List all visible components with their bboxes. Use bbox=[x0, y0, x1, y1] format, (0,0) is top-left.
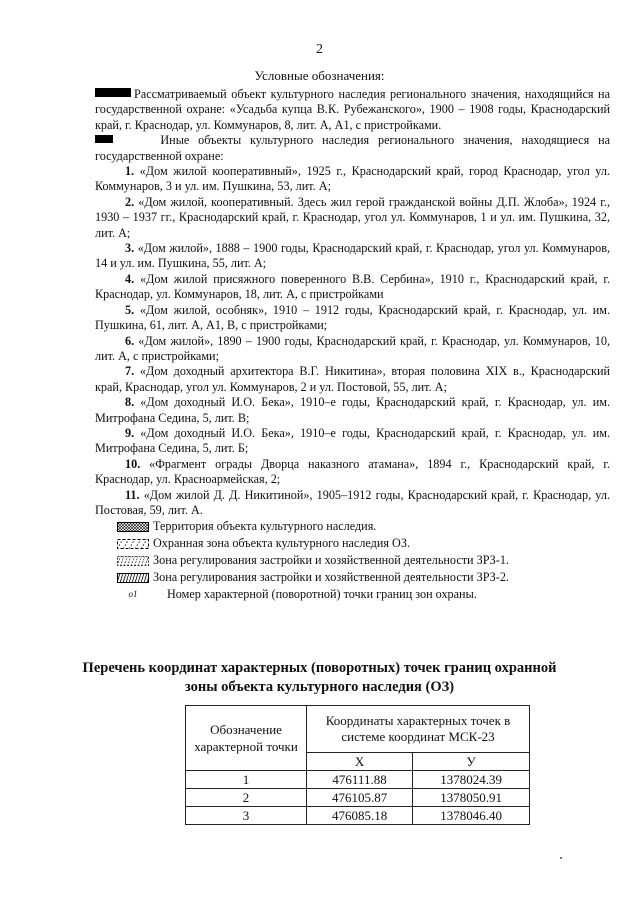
symbol-zrz2-label: Зона регулирования застройки и хозяйственной деятельности ЗРЗ-2. bbox=[153, 570, 509, 585]
legend-title: Условные обозначения: bbox=[254, 68, 385, 83]
point-cell: 2 bbox=[186, 789, 307, 807]
main-object-entry bbox=[95, 87, 610, 133]
legend-body bbox=[95, 87, 610, 603]
symbol-zrz1 bbox=[95, 552, 610, 569]
y-cell: 1378024.39 bbox=[413, 771, 530, 789]
col-point-header: Обозначение характерной точки bbox=[186, 706, 307, 771]
object-item: 7. «Дом доходный архитектора В.Г. Никитина», вторая половина XIX в., Краснодарский край, Краснодар, угол ул. Коммунаров, 2 и ул. Постовой, 55, лит. А; bbox=[95, 364, 610, 394]
main-object-swatch bbox=[95, 88, 131, 97]
symbol-oz bbox=[95, 535, 610, 552]
other-objects-swatch bbox=[95, 135, 113, 143]
dense-hatch-swatch-icon bbox=[117, 556, 149, 566]
object-item: 1. «Дом жилой кооперативный», 1925 г., Краснодарский край, город Краснодар, угол ул. Коммунаров, 3 и ул. им. Пушкина, 53, лит. А; bbox=[95, 164, 610, 194]
object-item: 6. «Дом жилой», 1890 – 1900 годы, Краснодарский край, г. Краснодар, ул. Коммунаров, 10, лит. А, с пристройками; bbox=[95, 333, 611, 363]
object-item: 2. «Дом жилой, кооперативный. Здесь жил герой гражданской войны Д.П. Жлоба», 1924 г., 1930 – 1937 гг., Краснодарский край, г. Краснодар, угол ул. Коммунаров, 1 и ул. им. Пушкина, 32, лит. А; bbox=[95, 194, 610, 240]
x-cell: 476105.87 bbox=[307, 789, 413, 807]
section-title bbox=[0, 659, 639, 697]
symbol-zrz1-label: Зона регулирования застройки и хозяйственной деятельности ЗРЗ-1. bbox=[153, 553, 509, 568]
point-cell: 1 bbox=[186, 771, 307, 789]
symbol-oz-label: Охранная зона объекта культурного наследия ОЗ. bbox=[153, 536, 411, 551]
table-row bbox=[186, 789, 530, 807]
symbol-legend bbox=[95, 518, 610, 603]
table-row bbox=[186, 771, 530, 789]
scan-speck bbox=[560, 857, 562, 859]
object-item: 10. «Фрагмент ограды Дворца наказного атамана», 1894 г., Краснодарский край, г. Краснодар, ул. Красноармейская, 2; bbox=[95, 456, 611, 487]
other-objects-intro bbox=[95, 133, 610, 164]
symbol-territory-label: Территория объекта культурного наследия. bbox=[153, 519, 377, 534]
y-cell: 1378050.91 bbox=[413, 789, 530, 807]
section-title-line-2: зоны объекта культурного наследия (ОЗ) bbox=[184, 679, 455, 695]
col-coords-header: Координаты характерных точек в системе координат МСК-23 bbox=[307, 706, 530, 753]
coordinates-table bbox=[185, 705, 530, 825]
point-cell: 3 bbox=[186, 807, 307, 825]
table-header-row bbox=[186, 706, 530, 753]
crosshatch-swatch-icon bbox=[117, 522, 149, 532]
object-item: 3. «Дом жилой», 1888 – 1900 годы, Краснодарский край, г. Краснодар, угол ул. Коммунаров, 14 и ул. им. Пушкина, 55, лит. А; bbox=[95, 241, 611, 271]
x-cell: 476085.18 bbox=[307, 807, 413, 825]
symbol-territory bbox=[95, 518, 610, 535]
col-x-header: Х bbox=[307, 753, 413, 771]
object-item: 4. «Дом жилой присяжного поверенного В.В. Сербина», 1910 г., Краснодарский край, г. Краснодар, ул. Коммунаров, 18, лит. А, с пристройками bbox=[95, 271, 610, 302]
table-row bbox=[186, 807, 530, 825]
dashed-hatch-swatch-icon bbox=[117, 539, 149, 549]
symbol-zrz2 bbox=[95, 569, 610, 586]
symbol-point-label: Номер характерной (поворотной) точки границ зон охраны. bbox=[167, 587, 477, 602]
objects-list bbox=[95, 164, 610, 518]
point-marker-icon: о1 bbox=[128, 589, 138, 600]
section-title-line-1: Перечень координат характерных (поворотных) точек границ охранной bbox=[82, 660, 557, 676]
other-objects-intro-text: Иные объекты культурного наследия регионального значения, находящиеся на государственной охране: bbox=[95, 133, 610, 163]
x-cell: 476111.88 bbox=[307, 771, 413, 789]
diagonal-hatch-swatch-icon bbox=[117, 573, 149, 583]
col-y-header: У bbox=[413, 753, 530, 771]
object-item: 8. «Дом доходный И.О. Бека», 1910–е годы, Краснодарский край, г. Краснодар, ул. им. Митрофана Седина, 5, лит. В; bbox=[95, 395, 610, 425]
main-object-text: Рассматриваемый объект культурного наследия регионального значения, находящийся на государственной охране: «Усадьба купца В.К. Рубежанского», 1900 – 1908 годы, Краснодарский край, г. Краснодар, ул. Коммунаров, 8, лит. А, А1, с пристройками. bbox=[95, 87, 610, 132]
page-number: 2 bbox=[316, 42, 323, 57]
object-item: 9. «Дом доходный И.О. Бека», 1910–е годы, Краснодарский край, г. Краснодар, ул. им. Митрофана Седина, 5, лит. Б; bbox=[95, 425, 610, 456]
y-cell: 1378046.40 bbox=[413, 807, 530, 825]
object-item: 11. «Дом жилой Д. Д. Никитиной», 1905–1912 годы, Краснодарский край, г. Краснодар, ул. Постовая, 59, лит. А. bbox=[95, 487, 610, 517]
object-item: 5. «Дом жилой, особняк», 1910 – 1912 годы, Краснодарский край, г. Краснодар, ул. им. Пушкина, 61, лит. А, А1, В, с пристройками; bbox=[95, 302, 611, 333]
symbol-point bbox=[95, 586, 610, 603]
